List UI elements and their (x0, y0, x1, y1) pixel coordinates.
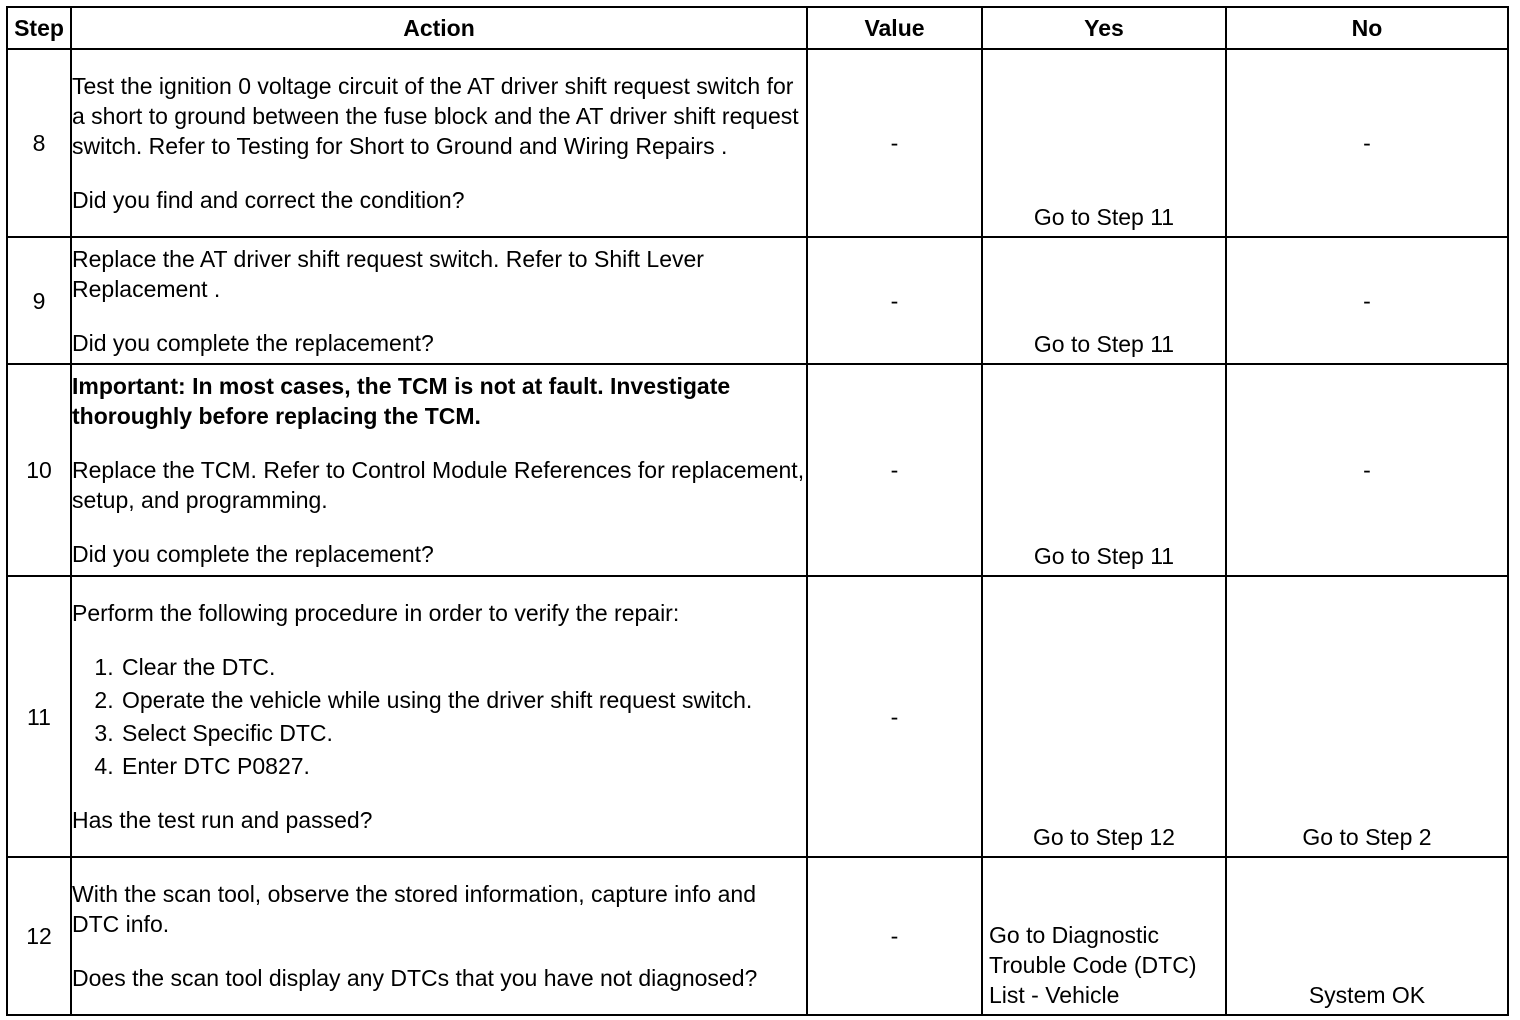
list-item: 3. Select Specific DTC. (120, 718, 806, 748)
yes-cell (982, 237, 1226, 364)
no-cell (1226, 576, 1508, 857)
value-cell: - (807, 364, 982, 576)
diagnostic-table (6, 6, 1509, 1016)
yes-link[interactable]: Go to Step 11 (1033, 331, 1175, 357)
action-question: Does the scan tool display any DTCs that you have not diagnosed? (72, 965, 758, 991)
step-number: 8 (7, 49, 71, 237)
value-cell: - (807, 49, 982, 237)
action-cell (71, 364, 807, 576)
no-cell (1226, 237, 1508, 364)
step-number: 12 (7, 857, 71, 1015)
header-value: Value (807, 7, 982, 49)
action-text: Replace the AT driver shift request switch. Refer to Shift Lever Replacement . (72, 245, 704, 302)
value-cell: - (807, 237, 982, 364)
important-note: Important: In most cases, the TCM is not at fault. Investigate thoroughly before replacing the TCM. (72, 373, 731, 429)
value-cell: - (807, 576, 982, 857)
action-text: With the scan tool, observe the stored information, capture info and DTC info. (72, 881, 756, 937)
header-step: Step (7, 7, 71, 49)
action-question: Did you find and correct the condition? (72, 187, 465, 213)
action-cell (71, 49, 807, 237)
action-cell (71, 237, 807, 364)
action-question: Did you complete the replacement? (72, 329, 434, 356)
yes-cell (982, 49, 1226, 237)
list-item: 1. Clear the DTC. (120, 652, 806, 682)
yes-cell (982, 576, 1226, 857)
no-value: - (1363, 457, 1371, 483)
header-yes: Yes (982, 7, 1226, 49)
value-cell: - (807, 857, 982, 1015)
no-value: - (1363, 130, 1371, 156)
yes-link[interactable]: Go to Diagnostic Trouble Code (DTC) List - Vehicle (989, 922, 1197, 1008)
no-cell (1226, 49, 1508, 237)
list-item: 2. Operate the vehicle while using the driver shift request switch. (120, 685, 806, 715)
no-result: System OK (1308, 982, 1426, 1008)
action-text: Replace the TCM. Refer to Control Module References for replacement, setup, and programming. (72, 457, 805, 513)
yes-cell (982, 364, 1226, 576)
no-value: - (1363, 287, 1371, 314)
table-row (7, 857, 1508, 1015)
yes-cell (982, 857, 1226, 1015)
action-question: Has the test run and passed? (72, 807, 373, 833)
step-number: 10 (7, 364, 71, 576)
table-row (7, 576, 1508, 857)
no-cell (1226, 857, 1508, 1015)
action-cell (71, 857, 807, 1015)
no-link[interactable]: Go to Step 2 (1302, 824, 1432, 850)
step-number: 9 (7, 237, 71, 364)
header-no: No (1226, 7, 1508, 49)
step-number: 11 (7, 576, 71, 857)
table-row (7, 364, 1508, 576)
no-cell (1226, 364, 1508, 576)
table-row (7, 49, 1508, 237)
action-question: Did you complete the replacement? (72, 541, 434, 567)
list-item: 4. Enter DTC P0827. (120, 751, 806, 781)
header-action: Action (71, 7, 807, 49)
yes-link[interactable]: Go to Step 11 (1033, 204, 1175, 230)
action-text: Test the ignition 0 voltage circuit of the AT driver shift request switch for a short to ground between the fuse block and the AT driver shift request switch. Refer to Testing for Short to Ground and Wiring Repairs . (72, 73, 799, 159)
table-header-row (7, 7, 1508, 49)
yes-link[interactable]: Go to Step 11 (1033, 543, 1175, 569)
procedure-list (72, 652, 806, 781)
action-cell (71, 576, 807, 857)
yes-link[interactable]: Go to Step 12 (1033, 824, 1175, 850)
table-row (7, 237, 1508, 364)
action-text: Perform the following procedure in order to verify the repair: (72, 600, 680, 626)
